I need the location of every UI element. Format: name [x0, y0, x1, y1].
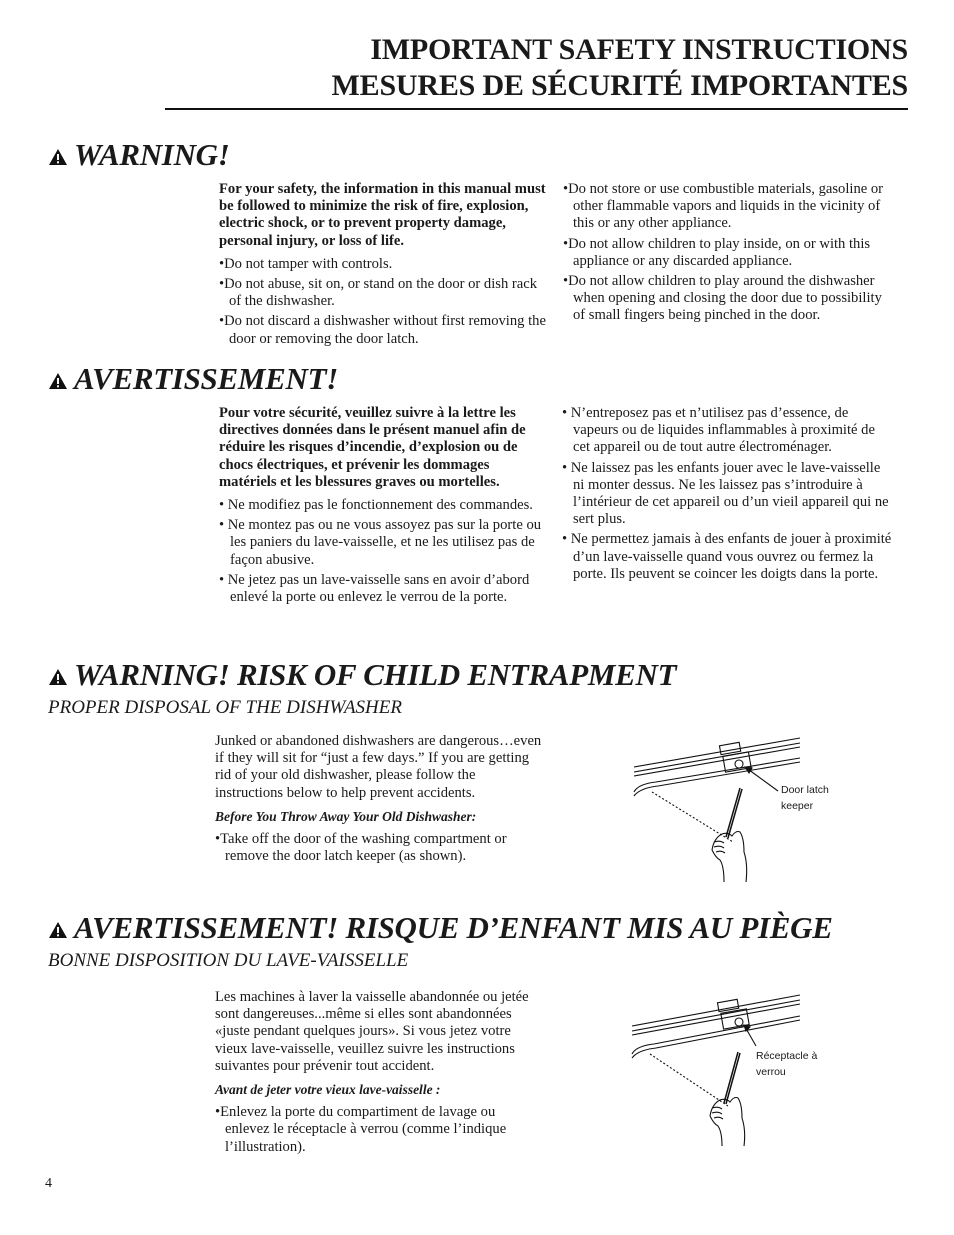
- warning-heading: [48, 137, 230, 176]
- entrapment-fr-bullet: •Enlevez la porte du compartiment de lavage ou enlevez le réceptacle à verrou (comme l’indique l’illustration).: [215, 1104, 507, 1155]
- entrapment-heading-text: WARNING! RISK OF CHILD ENTRAPMENT: [74, 657, 677, 692]
- avertissement-intro: Pour votre sécurité, veuillez suivre à la lettre les directives données dans le présent manuel afin de réduire les risques d’incendie, d’explosion ou de chocs électriques, et prévenir les dommages matériels et les blessures graves ou mortelles.: [219, 405, 526, 490]
- warning-heading-text: WARNING!: [74, 137, 230, 172]
- entrapment-fr-heading-text: AVERTISSEMENT! RISQUE D’ENFANT MIS AU PIÈGE: [74, 910, 833, 945]
- warning-bullet: •Do not store or use combustible materials, gasoline or other flammable vapors and liquids in the vicinity of this or any other appliance.: [563, 181, 884, 232]
- title-english: IMPORTANT SAFETY INSTRUCTIONS: [370, 33, 908, 66]
- entrapment-bullet: •Take off the door of the washing compartment or remove the door latch keeper (as shown).: [215, 831, 507, 865]
- warning-bullet: •Do not discard a dishwasher without first removing the door or removing the door latch.: [219, 313, 546, 347]
- warning-left-column: [219, 181, 549, 351]
- warning-bullet: •Do not allow children to play around the dishwasher when opening and closing the door due to possibility of small fingers being pinched in the door.: [563, 273, 882, 324]
- warning-bullet: •Do not allow children to play inside, on or with this appliance or any discarded appliance.: [563, 235, 871, 269]
- entrapment-fr-body: Les machines à laver la vaisselle abandonnée ou jetée sont dangereuses...même si elles sont abandonnées «juste pendant quelques jours». Si vous jetez votre vieux lave-vaisselle, veuillez suivre les instructions suivantes pour prévenir tout accident.: [215, 989, 529, 1074]
- avertissement-left-column: [219, 405, 549, 609]
- warning-right-column: [563, 181, 895, 328]
- title-rule: [165, 108, 908, 110]
- warning-bullet: •Do not abuse, sit on, or stand on the door or dish rack of the dishwasher.: [219, 276, 538, 310]
- warning-intro: For your safety, the information in this manual must be followed to minimize the risk of fire, explosion, electric shock, or to prevent property damage, personal injury, or loss of life.: [219, 181, 546, 249]
- entrapment-fr-heading: [48, 910, 833, 949]
- entrapment-heading: [48, 657, 676, 696]
- warning-triangle-icon: [48, 362, 68, 398]
- entrapment-fr-subheading: BONNE DISPOSITION DU LAVE-VAISSELLE: [48, 950, 409, 971]
- entrapment-fr-text-column: [215, 989, 535, 1159]
- latch-receptacle-callout: [756, 1048, 817, 1080]
- avertissement-bullet: • Ne permettez jamais à des enfants de jouer à proximité d’un lave-vaisselle quand vous ouvrez ou fermez la porte. Ils peuvent se coincer les doigts dans la porte.: [562, 531, 892, 582]
- page-title: [332, 32, 908, 104]
- warning-triangle-icon: [48, 138, 68, 174]
- avertissement-bullet: • Ne jetez pas un lave-vaisselle sans en avoir d’abord enlevé la porte ou enlevez le verrou de la porte.: [219, 571, 530, 606]
- door-latch-callout-line2: keeper: [781, 800, 814, 812]
- entrapment-body: Junked or abandoned dishwashers are dangerous…even if they will sit for “just a few days.” If you are getting rid of your old dishwasher, please follow the instructions below to help prevent accidents.: [215, 733, 542, 801]
- door-latch-callout-line1: Door latch: [781, 784, 829, 796]
- avertissement-heading-text: AVERTISSEMENT!: [74, 361, 338, 396]
- avertissement-heading: [48, 361, 338, 400]
- avertissement-bullet: • Ne montez pas ou ne vous assoyez pas sur la porte ou les paniers du lave-vaisselle, et ne les utilisez pas de façon abusive.: [219, 517, 542, 568]
- avertissement-right-column: [562, 405, 892, 586]
- title-french: MESURES DE SÉCURITÉ IMPORTANTES: [331, 69, 908, 102]
- latch-receptacle-callout-line2: verrou: [756, 1066, 786, 1078]
- entrapment-instruction-heading: Before You Throw Away Your Old Dishwasher:: [215, 808, 477, 824]
- entrapment-subheading: PROPER DISPOSAL OF THE DISHWASHER: [48, 697, 402, 718]
- page-number: 4: [45, 1176, 52, 1191]
- warning-triangle-icon: [48, 658, 68, 694]
- latch-receptacle-callout-line1: Réceptacle à: [756, 1050, 818, 1062]
- warning-triangle-icon: [48, 911, 68, 947]
- door-latch-callout: [781, 782, 829, 814]
- avertissement-bullet: • N’entreposez pas et n’utilisez pas d’essence, de vapeurs ou de liquides inflammables à proximité de cet appareil ou de tout autre électroménager.: [562, 405, 875, 456]
- entrapment-fr-instruction-heading: Avant de jeter votre vieux lave-vaisselle :: [215, 1082, 441, 1098]
- avertissement-bullet: • Ne modifiez pas le fonctionnement des commandes.: [219, 497, 533, 514]
- warning-bullet: •Do not tamper with controls.: [219, 255, 393, 272]
- entrapment-text-column: [215, 733, 547, 868]
- avertissement-bullet: • Ne laissez pas les enfants jouer avec le lave-vaisselle ni monter dessus. Ne les laissez pas s’introduire à l’intérieur de cet appareil ou d’un vieil appareil qui ne sert plus.: [562, 459, 889, 528]
